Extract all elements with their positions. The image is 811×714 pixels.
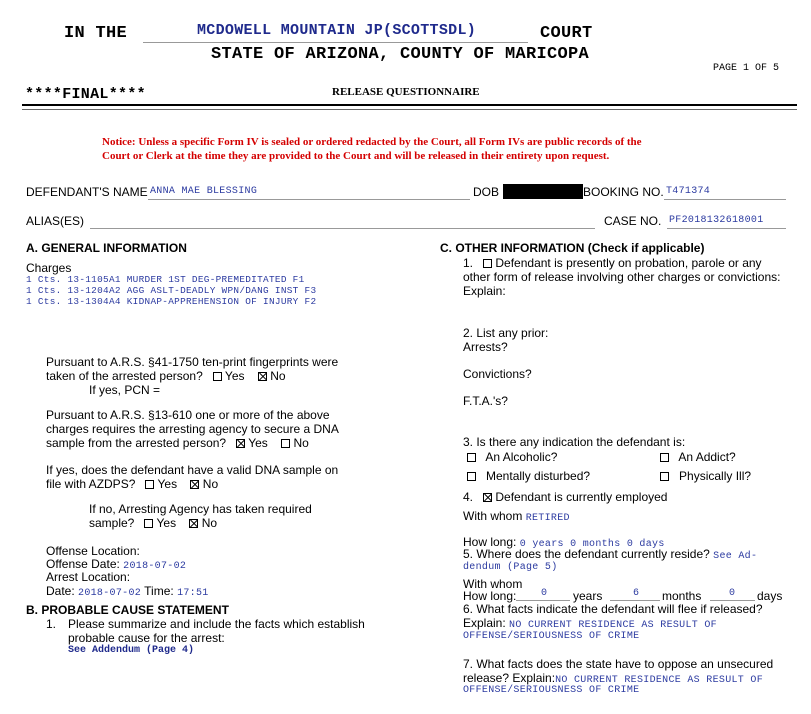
booking-no-label: BOOKING NO.: [583, 185, 664, 199]
valid-dna-no-checkbox[interactable]: [190, 480, 199, 489]
alias-label: ALIAS(ES): [26, 214, 85, 228]
pcn-label: If yes, PCN =: [89, 383, 161, 397]
fingerprint-question: Pursuant to A.R.S. §41-1750 ten-print fingerprints were: [46, 355, 339, 369]
arrest-date: 2018-07-02: [78, 588, 142, 599]
prior-arrests: Arrests?: [463, 340, 508, 354]
section-a-title: A. GENERAL INFORMATION: [26, 241, 187, 255]
notice-line-2: Court or Clerk at the time they are provided to the Court and will be released in their entirety upon request.: [102, 150, 610, 162]
section-b-title: B. PROBABLE CAUSE STATEMENT: [26, 603, 229, 617]
oppose-answer-2: OFFENSE/SERIOUSNESS OF CRIME: [463, 685, 640, 696]
valid-dna-question-2: file with AZDPS? Yes No: [46, 477, 219, 491]
dna-question-3: sample from the arrested person? Yes No: [46, 436, 309, 450]
dna-question: Pursuant to A.R.S. §13-610 one or more of the above: [46, 408, 330, 422]
prior-question: 2. List any prior:: [463, 326, 549, 340]
state-county: STATE OF ARIZONA, COUNTY OF MARICOPA: [211, 45, 590, 64]
charge-line: 1 Cts. 13-1204A2 AGG ASLT-DEADLY WPN/DANG INST F3: [26, 285, 317, 296]
fingerprint-no-checkbox[interactable]: [258, 372, 267, 381]
employment-length-row: How long: 0 years 0 months 0 days: [463, 535, 665, 550]
residence-question: 5. Where does the defendant currently reside? See Ad-: [463, 547, 758, 562]
oppose-answer: NO CURRENT RESIDENCE AS RESULT OF: [555, 675, 763, 686]
header-rule-thin: [22, 109, 797, 110]
sample-taken-yes-checkbox[interactable]: [144, 519, 153, 528]
residence-days: 0: [729, 588, 736, 599]
indication-question: 3. Is there any indication the defendant is:: [463, 435, 686, 449]
residence-months: 6: [633, 588, 640, 599]
section-c-title: C. OTHER INFORMATION (Check if applicable): [440, 241, 705, 255]
residence-with-whom: With whom: [463, 577, 523, 591]
case-no-label: CASE NO.: [604, 214, 662, 228]
arrest-time: 17:51: [177, 588, 209, 599]
arrest-date-row: Date: 2018-07-02 Time: 17:51: [46, 584, 209, 599]
court-name: MCDOWELL MOUNTAIN JP(SCOTTSDL): [197, 22, 477, 39]
defendant-name: ANNA MAE BLESSING: [150, 186, 258, 197]
oppose-question: 7. What facts does the state have to oppose an unsecured: [463, 657, 774, 671]
employed-checkbox[interactable]: [483, 493, 492, 502]
valid-dna-yes-checkbox[interactable]: [145, 480, 154, 489]
alcoholic-option: An Alcoholic?: [467, 450, 557, 464]
employment-length: 0 years 0 months 0 days: [519, 539, 665, 550]
alcoholic-checkbox[interactable]: [467, 453, 476, 462]
employer: RETIRED: [525, 513, 570, 524]
pc-answer: See Addendum (Page 4): [68, 645, 195, 656]
probation-question-2: other form of release involving other charges or convictions:: [463, 270, 781, 284]
physical-option: Physically Ill?: [660, 469, 751, 483]
defendant-name-label: DEFENDANT'S NAME: [26, 185, 148, 199]
dob-label: DOB: [473, 185, 500, 199]
flee-question: 6. What facts indicate the defendant will flee if released?: [463, 602, 763, 616]
years-label: years: [573, 589, 603, 603]
flee-answer-2: OFFENSE/SERIOUSNESS OF CRIME: [463, 631, 640, 642]
flee-answer: NO CURRENT RESIDENCE AS RESULT OF: [509, 620, 717, 631]
residence-answer: See Ad-: [713, 551, 758, 562]
probation-explain: Explain:: [463, 284, 506, 298]
case-no: PF2018132618001: [669, 215, 764, 226]
probation-question: 1. Defendant is presently on probation, parole or any: [463, 256, 762, 270]
employer-row: With whom RETIRED: [463, 509, 570, 524]
in-the-label: IN THE: [64, 24, 128, 43]
addict-option: An Addict?: [660, 450, 736, 464]
dna-no-checkbox[interactable]: [281, 439, 290, 448]
dna-question-2: charges requires the arresting agency to secure a DNA: [46, 422, 339, 436]
sample-taken-no-checkbox[interactable]: [189, 519, 198, 528]
court-label: COURT: [540, 24, 593, 43]
prior-fta: F.T.A.'s?: [463, 394, 508, 408]
pc-question-2: probable cause for the arrest:: [68, 631, 225, 645]
sample-taken-question-2: sample? Yes No: [89, 516, 218, 530]
valid-dna-question: If yes, does the defendant have a valid DNA sample on: [46, 463, 339, 477]
mental-option: Mentally disturbed?: [467, 469, 590, 483]
flee-explain-row: Explain: NO CURRENT RESIDENCE AS RESULT OF: [463, 616, 717, 631]
days-label: days: [757, 589, 783, 603]
charges-label: Charges: [26, 261, 72, 275]
mental-checkbox[interactable]: [467, 472, 476, 481]
charge-line: 1 Cts. 13-1304A4 KIDNAP-APPREHENSION OF INJURY F2: [26, 296, 317, 307]
offense-date: 2018-07-02: [123, 561, 187, 572]
addict-checkbox[interactable]: [660, 453, 669, 462]
offense-location-label: Offense Location:: [46, 544, 140, 558]
fingerprint-yes-checkbox[interactable]: [213, 372, 222, 381]
notice-line-1: Notice: Unless a specific Form IV is sealed or ordered redacted by the Court, all Form IVs are public records of the: [102, 136, 642, 148]
arrest-location-label: Arrest Location:: [46, 570, 131, 584]
page-number: PAGE 1 OF 5: [713, 63, 780, 74]
form-title: RELEASE QUESTIONNAIRE: [332, 86, 480, 98]
sample-taken-question: If no, Arresting Agency has taken required: [89, 502, 312, 516]
dna-yes-checkbox[interactable]: [236, 439, 245, 448]
final-label: ****FINAL****: [25, 86, 146, 103]
months-label: months: [662, 589, 702, 603]
oppose-explain-row: release? Explain:NO CURRENT RESIDENCE AS RESULT OF: [463, 671, 763, 686]
fingerprint-question-2: taken of the arrested person? Yes No: [46, 369, 286, 383]
dob-redaction: [503, 184, 583, 199]
prior-convictions: Convictions?: [463, 367, 532, 381]
physical-checkbox[interactable]: [660, 472, 669, 481]
residence-how-long: How long:: [463, 589, 517, 603]
probation-checkbox[interactable]: [483, 259, 492, 268]
header-rule: [22, 104, 797, 106]
booking-no: T471374: [666, 186, 711, 197]
offense-date-row: Offense Date: 2018-07-02: [46, 557, 187, 572]
residence-years: 0: [541, 588, 548, 599]
residence-answer-2: dendum (Page 5): [463, 562, 558, 573]
charge-line: 1 Cts. 13-1105A1 MURDER 1ST DEG-PREMEDITATED F1: [26, 274, 305, 285]
pc-question: Please summarize and include the facts which establish: [68, 617, 365, 631]
employed-question: 4. Defendant is currently employed: [463, 490, 668, 504]
pc-item-number: 1.: [46, 617, 57, 631]
